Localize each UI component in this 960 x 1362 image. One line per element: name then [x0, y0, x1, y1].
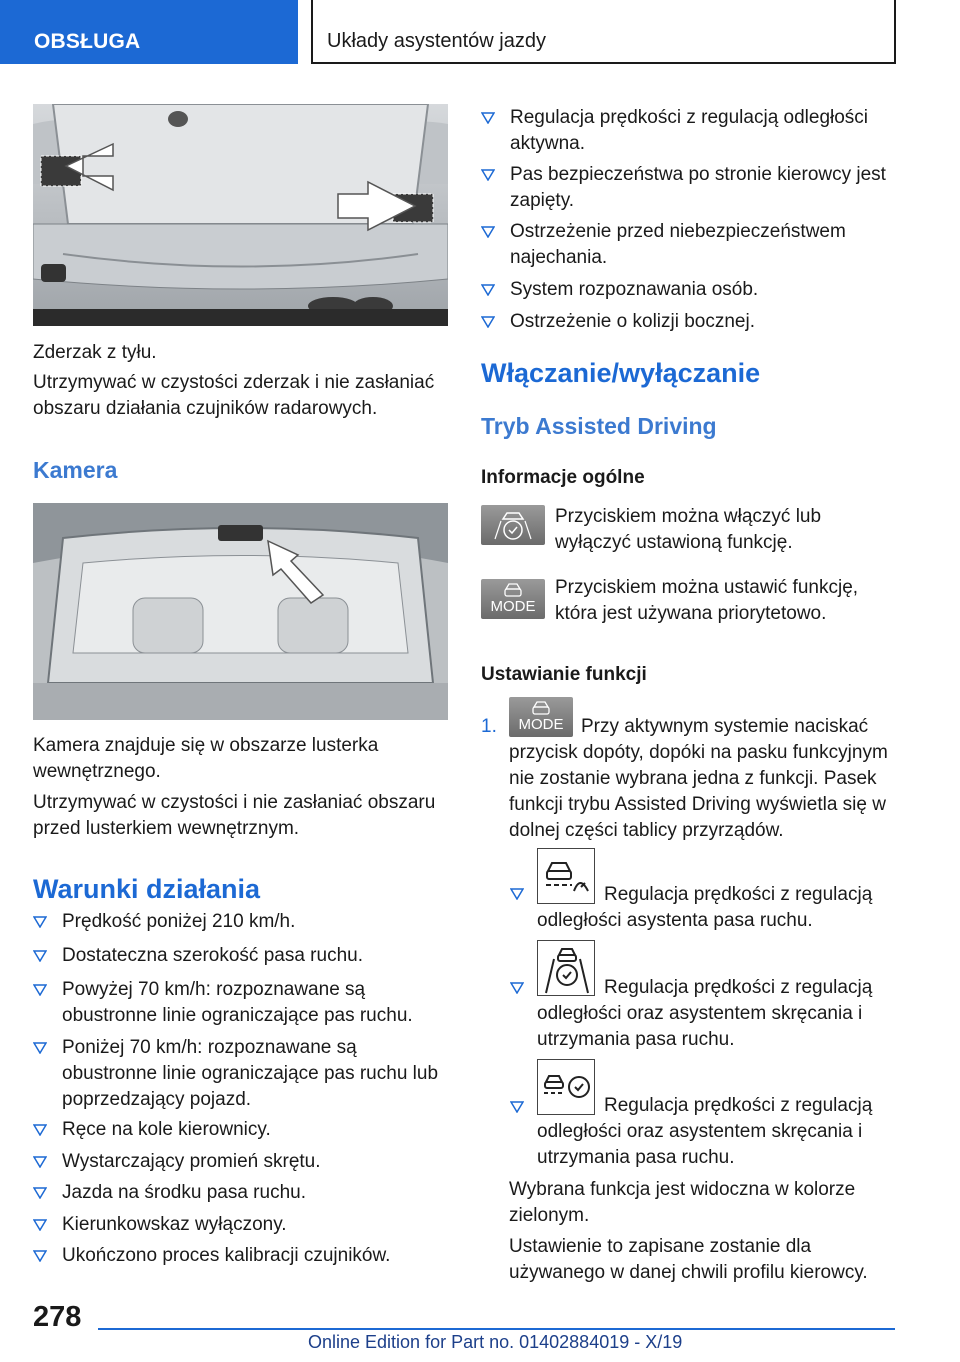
triangle-bullet-icon [510, 888, 524, 900]
list-item [33, 1243, 448, 1269]
heading-setting: Ustawianie funkcji [481, 664, 647, 685]
page-number: 278 [33, 1301, 82, 1333]
step-text: Przy aktywnym systemie naciskać przycisk dopóty, dopóki na pasku funkcyjnym nie zostanie wybrana jedna z funkcji. Pasek funkcji trybu Assisted Driving wyświetla się w dolnej części tablicy przyrządów. [509, 716, 888, 841]
triangle-bullet-icon [33, 1187, 47, 1199]
triangle-bullet-icon [33, 1219, 47, 1231]
step-number: 1. [481, 716, 497, 737]
info-button-1: Przyciskiem można włączyć lub wyłączyć ustawioną funkcję. [555, 506, 822, 553]
text-rear-bumper: Utrzymywać w czystości zderzak i nie zasłaniać obszaru działania czujników radarowych. [33, 372, 435, 419]
note-2: Ustawienie to zapisane zostanie dla używanego w danej chwili profilu kierowcy. [509, 1236, 868, 1283]
triangle-bullet-icon [33, 1156, 47, 1168]
triangle-bullet-icon [481, 226, 495, 238]
list-item-text: Dostateczna szerokość pasa ruchu. [62, 945, 363, 966]
triangle-bullet-icon [33, 950, 47, 962]
heading-general-info: Informacje ogólne [481, 467, 645, 488]
list-item [33, 977, 448, 1029]
mode-label: MODE [518, 716, 564, 733]
list-item [33, 943, 448, 969]
triangle-bullet-icon [510, 1101, 524, 1113]
list-item [481, 219, 906, 271]
heading-on-off: Włączanie/wyłączanie [481, 358, 761, 388]
heading-camera: Kamera [33, 457, 118, 483]
chapter-title: Układy asystentów jazdy [311, 0, 896, 64]
triangle-bullet-icon [33, 916, 47, 928]
option-text-1: Regulacja prędkości z regulacją odległości asystenta pasa ruchu. [537, 884, 873, 931]
text-camera-1: Kamera znajduje się w obszarze lusterka wewnętrznego. [33, 735, 379, 782]
triangle-bullet-icon [481, 316, 495, 328]
list-item-text: Jazda na środku pasa ruchu. [62, 1182, 306, 1203]
triangle-bullet-icon [33, 1042, 47, 1054]
list-item-text: Poniżej 70 km/h: rozpoznawane są obustronne linie ograniczające pas ruchu lub poprzedzający pojazd. [62, 1037, 439, 1110]
triangle-bullet-icon [510, 982, 524, 994]
list-item-text: Prędkość poniżej 210 km/h. [62, 911, 296, 932]
list-item [481, 309, 906, 335]
footer-edition: Online Edition for Part no. 01402884019 - X/19 [308, 1332, 683, 1352]
list-item [481, 105, 906, 157]
list-item [33, 1212, 448, 1238]
list-item [481, 277, 906, 303]
camera-image [33, 503, 448, 720]
mode-label: MODE [490, 598, 536, 615]
section-tab: OBSŁUGA [0, 0, 298, 64]
list-item [33, 1149, 448, 1175]
list-item [33, 909, 448, 935]
info-button-2: Przyciskiem można ustawić funkcję, która jest używana priorytetowo. [555, 577, 859, 624]
mode-button-icon [481, 579, 545, 619]
list-item [33, 1117, 448, 1143]
triangle-bullet-icon [481, 169, 495, 181]
heading-conditions: Warunki działania [33, 874, 261, 904]
triangle-bullet-icon [33, 984, 47, 996]
option-text-2: Regulacja prędkości z regulacją odległości oraz asystentem skręcania i utrzymania pasa ruchu. [537, 977, 873, 1050]
footer-divider [98, 1328, 895, 1330]
list-item-text: Ostrzeżenie przed niebezpieczeństwem najechania. [510, 221, 846, 268]
note-1: Wybrana funkcja jest widoczna w kolorze zielonym. [509, 1179, 856, 1226]
text-camera-2: Utrzymywać w czystości i nie zasłaniać obszaru przed lusterkiem wewnętrznym. [33, 792, 436, 839]
list-item-text: Wystarczający promień skrętu. [62, 1151, 321, 1172]
triangle-bullet-icon [481, 284, 495, 296]
triangle-bullet-icon [481, 112, 495, 124]
heading-assisted-driving: Tryb Assisted Driving [481, 413, 717, 439]
list-item [33, 1035, 448, 1113]
caption-rear-bumper: Zderzak z tyłu. [33, 342, 157, 363]
list-item-text: Ostrzeżenie o kolizji bocznej. [510, 311, 755, 332]
list-item-text: Kierunkowskaz wyłączony. [62, 1214, 287, 1235]
list-item-text: Ręce na kole kierownicy. [62, 1119, 271, 1140]
list-item-text: System rozpoznawania osób. [510, 279, 759, 300]
triangle-bullet-icon [33, 1250, 47, 1262]
list-item-text: Regulacja prędkości z regulacją odległości aktywna. [510, 107, 869, 154]
list-item-text: Ukończono proces kalibracji czujników. [62, 1245, 391, 1266]
triangle-bullet-icon [33, 1124, 47, 1136]
rear-bumper-image [33, 104, 448, 326]
assist-button-icon [481, 505, 545, 545]
list-item-text: Pas bezpieczeństwa po stronie kierowcy jest zapięty. [510, 164, 886, 211]
list-item-text: Powyżej 70 km/h: rozpoznawane są obustronne linie ograniczające pas ruchu. [62, 979, 413, 1026]
list-item [33, 1180, 448, 1206]
list-item [481, 162, 906, 214]
option-text-3: Regulacja prędkości z regulacją odległości oraz asystentem skręcania i utrzymania pasa ruchu. [537, 1095, 873, 1168]
